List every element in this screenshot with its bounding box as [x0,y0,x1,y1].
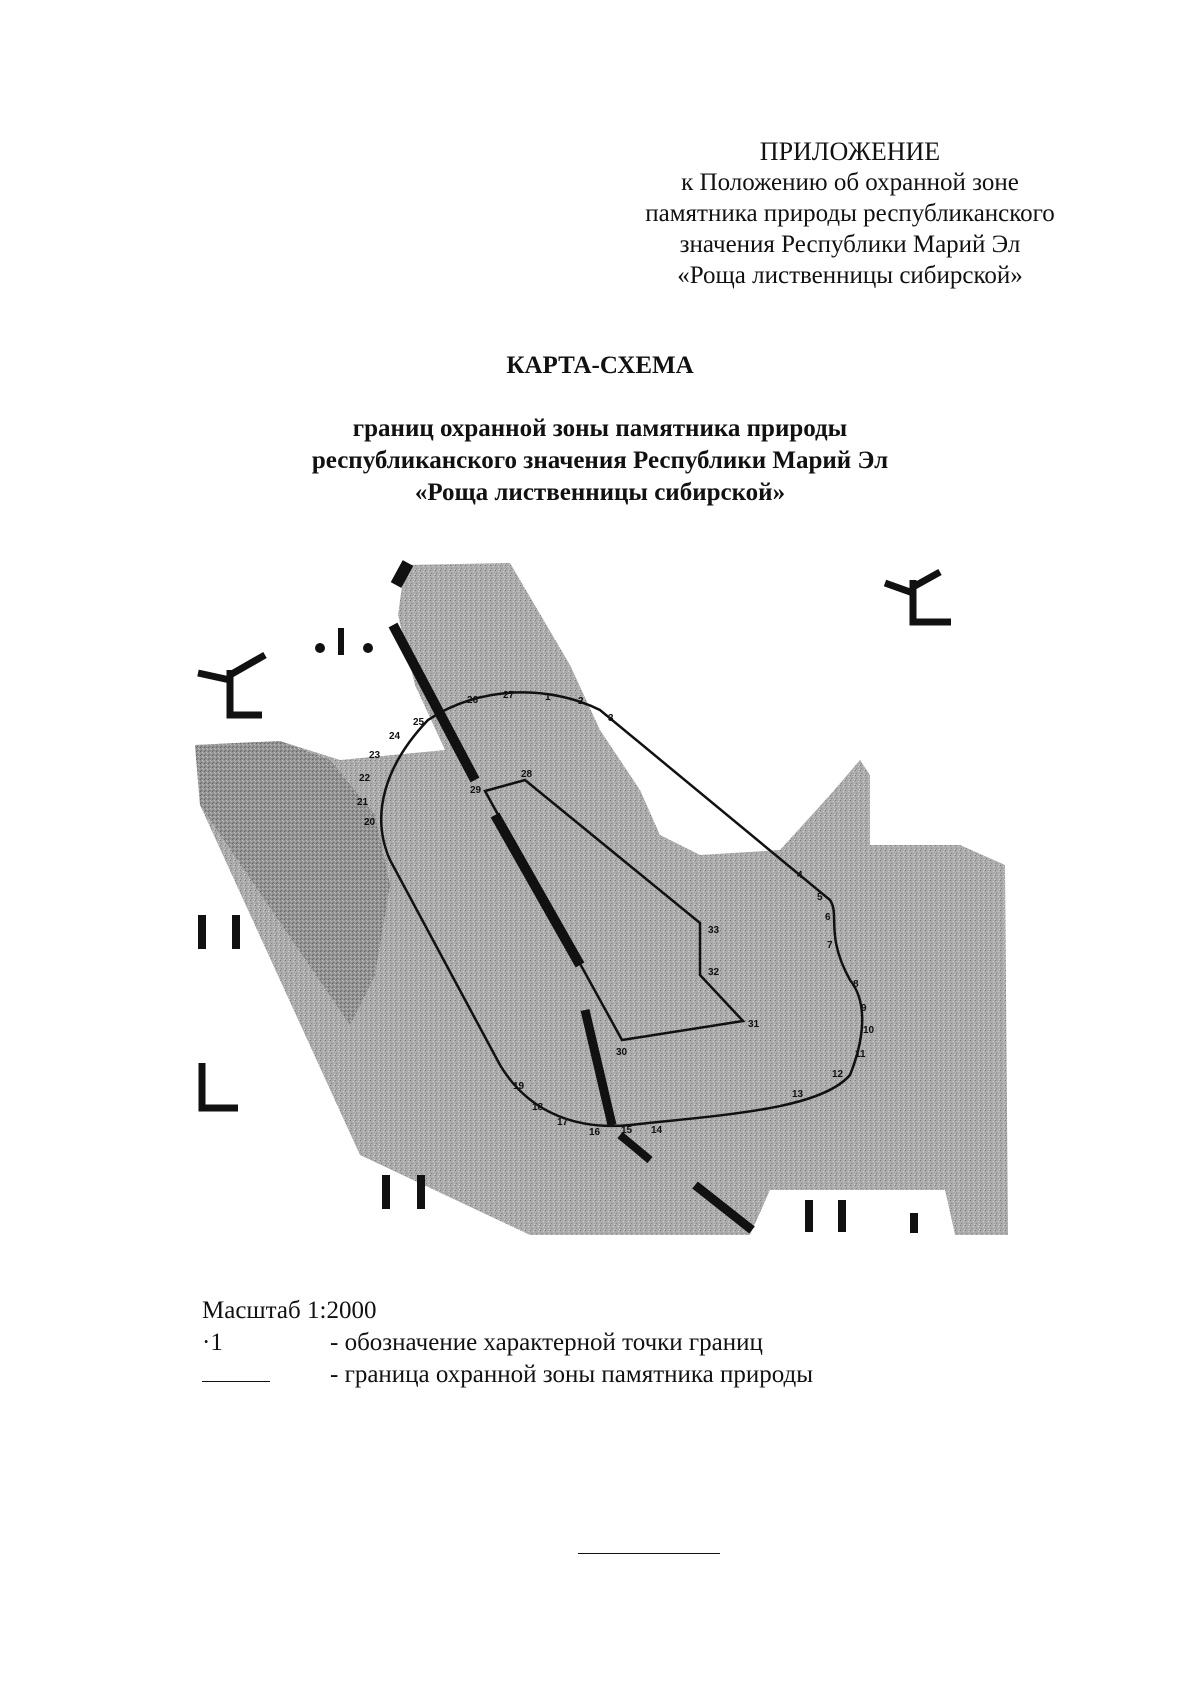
appendix-line: «Роща лиственницы сибирской» [677,262,1023,289]
point-label: 30 [616,1047,628,1058]
point-label: 14 [651,1125,663,1136]
scale-value: 1:2000 [307,1297,377,1324]
legend [202,1295,813,1391]
point-label: 32 [708,967,720,978]
subtitle-line: границ охранной зоны памятника природы [352,415,848,442]
point-label: 8 [853,979,859,990]
document-title: КАРТА-СХЕМА [506,352,694,379]
boundary-map [180,555,1100,1255]
point-label: 16 [589,1127,601,1138]
point-label: 19 [513,1081,525,1092]
point-label: 17 [557,1117,569,1128]
appendix-line: значения Республики Марий Эл [679,231,1021,258]
meadow-symbol [315,628,373,655]
point-label: 20 [364,817,376,828]
boundary-symbol [202,1359,330,1391]
point-label: 21 [357,797,369,808]
point-label: 7 [827,940,833,951]
point-label: 2 [578,696,584,707]
point-label: 6 [825,912,831,923]
point-label: 29 [470,785,482,796]
forest-area [195,563,1010,1235]
point-label: 9 [861,1003,867,1014]
appendix-line: памятника природы республиканского [645,200,1055,227]
appendix-line: к Положению об охранной зоне [681,169,1019,196]
point-label: 5 [817,892,823,903]
boundary-legend-text: - граница охранной зоны памятника природы [330,1361,814,1388]
divider [578,1553,720,1554]
corner-symbol [202,1063,238,1108]
point-label: 15 [621,1125,633,1136]
point-label: 33 [708,925,720,936]
point-label: 25 [413,717,425,728]
scale-label: Масштаб [202,1297,301,1324]
subtitle-line: республиканского значения Республики Марий Эл [311,447,889,474]
point-label: 1 [545,692,551,703]
point-label: 13 [792,1089,804,1100]
larch-icon [198,655,265,715]
clearing [770,1190,955,1235]
point-label: 24 [389,731,401,742]
appendix-line: ПРИЛОЖЕНИЕ [759,137,941,166]
point-symbol: ·1 [202,1329,223,1356]
point-legend-text: - обозначение характерной точки границ [330,1329,763,1356]
point-label: 3 [608,713,614,724]
point-label: 22 [359,773,371,784]
point-label: 31 [748,1019,760,1030]
point-label: 18 [532,1102,544,1113]
appendix-block [600,136,1100,291]
point-label: 10 [863,1025,875,1036]
point-label: 12 [832,1069,844,1080]
point-label: 26 [467,695,479,706]
point-label: 27 [503,690,515,701]
grass-symbol [382,1175,425,1209]
grass-symbol [198,915,240,949]
point-label: 28 [521,769,533,780]
point-label: 23 [369,750,381,761]
document-subtitle [200,413,1000,509]
larch-icon [885,572,951,622]
point-label: 11 [855,1049,866,1060]
subtitle-line: «Роща лиственницы сибирской» [414,479,786,506]
point-label: 4 [797,870,803,881]
